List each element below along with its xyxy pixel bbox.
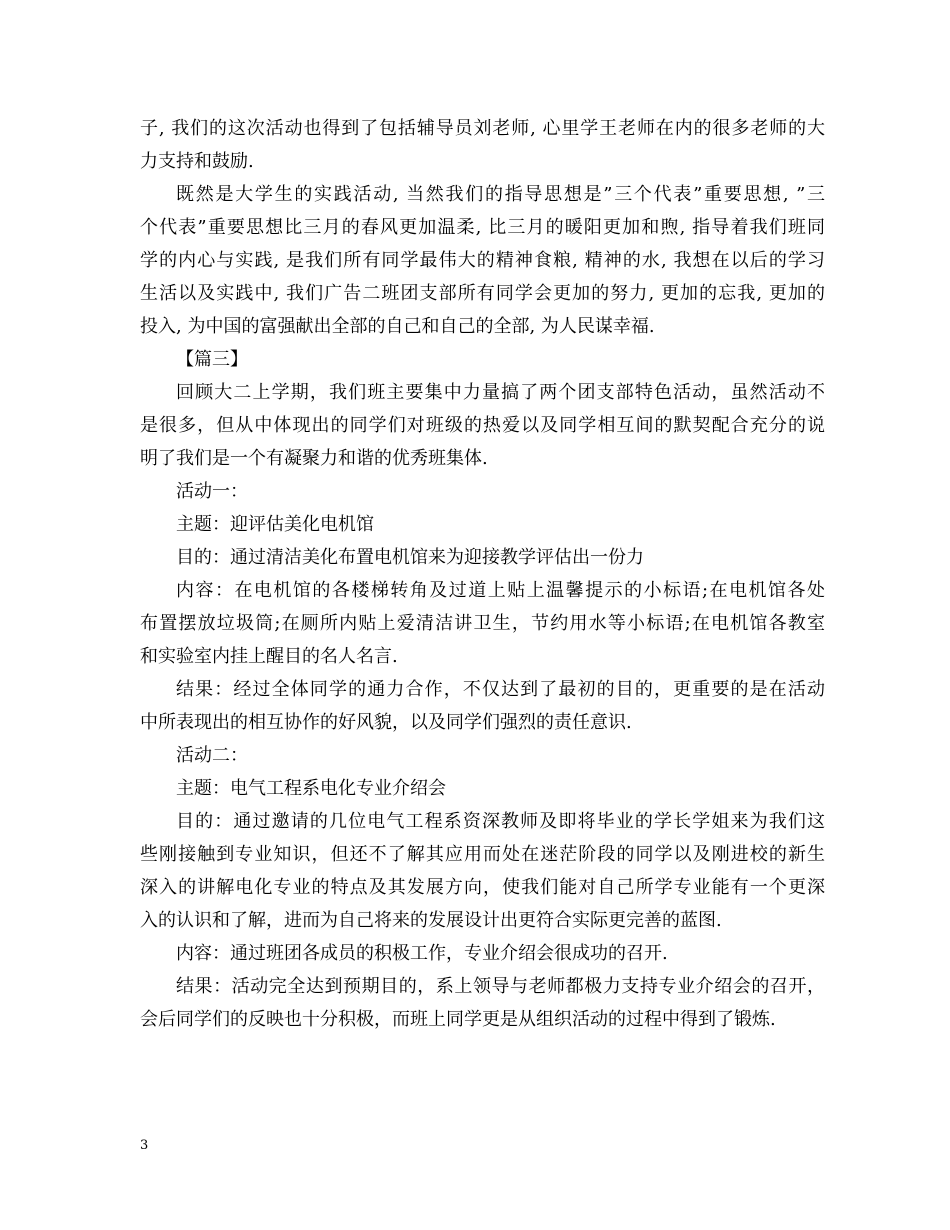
text-line: 会后同学们的反映也十分积极，而班上同学更是从组织活动的过程中得到了锻炼. (140, 1009, 776, 1030)
text-line: 生活以及实践中, 我们广告二班团支部所有同学会更加的努力, 更加的忘我, 更加的 (140, 283, 825, 304)
text-line: 些刚接触到专业知识，但还不了解其应用而处在迷茫阶段的同学以及刚进校的新生 (140, 844, 825, 865)
text-line: 明了我们是一个有凝聚力和谐的优秀班集体. (140, 448, 488, 469)
text-line: 深入的讲解电化专业的特点及其发展方向，使我们能对自己所学专业能有一个更深 (140, 877, 825, 898)
text-line: 回顾大二上学期，我们班主要集中力量搞了两个团支部特色活动，虽然活动不 (176, 382, 825, 403)
text-line: 个代表”重要思想比三月的春风更加温柔, 比三月的暖阳更加和煦, 指导着我们班同 (140, 217, 825, 238)
text-line: 内容：在电机馆的各楼梯转角及过道上贴上温馨提示的小标语;在电机馆各处 (176, 580, 825, 601)
page-number: 3 (140, 1138, 149, 1153)
text-line: 内容：通过班团各成员的积极工作，专业介绍会很成功的召开. (176, 943, 668, 964)
text-line: 中所表现出的相互协作的好风貌，以及同学们强烈的责任意识. (140, 712, 632, 733)
text-line: 子, 我们的这次活动也得到了包括辅导员刘老师, 心里学王老师在内的很多老师的大 (140, 118, 825, 139)
text-line: 结果：经过全体同学的通力合作，不仅达到了最初的目的，更重要的是在活动 (176, 679, 825, 700)
section-heading: 【篇三】 (176, 349, 248, 370)
text-line: 学的内心与实践, 是我们所有同学最伟大的精神食粮, 精神的水, 我想在以后的学习 (140, 250, 825, 271)
text-line: 目的：通过清洁美化布置电机馆来为迎接教学评估出一份力 (176, 547, 644, 568)
text-line: 结果：活动完全达到预期目的，系上领导与老师都极力支持专业介绍会的召开， (176, 976, 825, 997)
activity-label: 活动二： (176, 745, 248, 766)
text-line: 布置摆放垃圾筒;在厕所内贴上爱清洁讲卫生，节约用水等小标语;在电机馆各教室 (140, 613, 825, 634)
text-line: 力支持和鼓励. (140, 151, 254, 172)
text-line: 入的认识和了解，进而为自己将来的发展设计出更符合实际更完善的蓝图. (140, 910, 722, 931)
text-line: 目的：通过邀请的几位电气工程系资深教师及即将毕业的学长学姐来为我们这 (176, 811, 825, 832)
text-line: 是很多，但从中体现出的同学们对班级的热爱以及同学相互间的默契配合充分的说 (140, 415, 825, 436)
text-line: 投入, 为中国的富强献出全部的自己和自己的全部, 为人民谋幸福. (140, 316, 655, 337)
text-line: 和实验室内挂上醒目的名人名言. (140, 646, 398, 667)
text-line: 主题：电气工程系电化专业介绍会 (176, 778, 446, 799)
text-line: 主题：迎评估美化电机馆 (176, 514, 374, 535)
body-text (140, 112, 825, 1036)
activity-label: 活动一： (176, 481, 248, 502)
text-line: 既然是大学生的实践活动, 当然我们的指导思想是”三个代表”重要思想, ”三 (176, 184, 825, 205)
